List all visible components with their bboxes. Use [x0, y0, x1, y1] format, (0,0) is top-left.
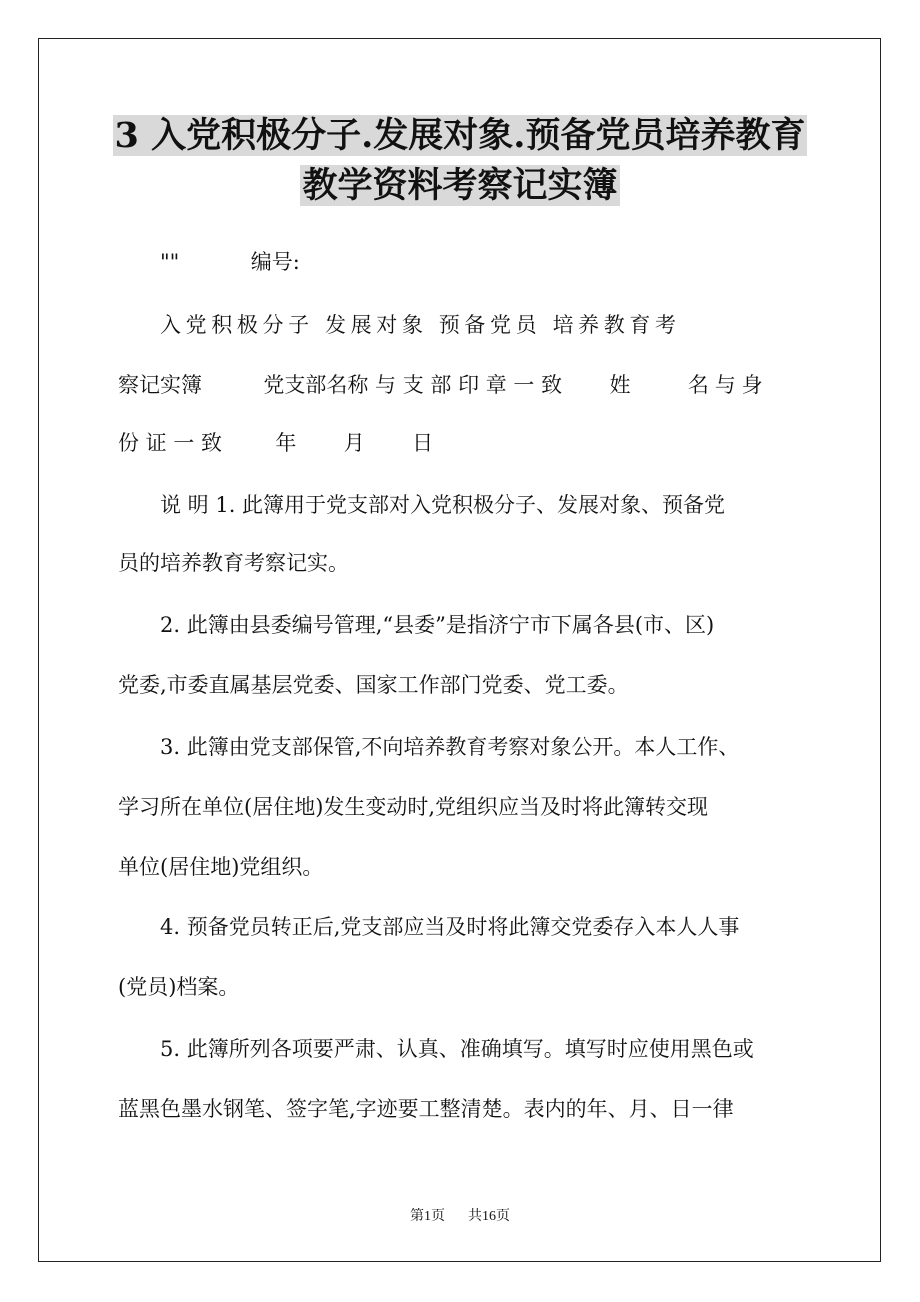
- note-4-line-2: (党员)档案。: [118, 975, 240, 999]
- cover-line-1: 入党积极分子 发展对象 预备党员 培养教育考: [160, 313, 681, 337]
- cover-line-2-b: 党支部名称 与 支 部 印 章 一 致: [263, 373, 563, 397]
- note-5-line-1: 5. 此簿所列各项要严肃、认真、准确填写。填写时应使用黑色或: [160, 1037, 754, 1061]
- title-text-1: 3 入党积极分子.发展对象.预备党员培养教育: [114, 115, 806, 156]
- number-row: [160, 247, 810, 277]
- page-current: 第1页: [410, 1209, 445, 1224]
- cover-line-3-a: 份 证 一 致: [118, 431, 223, 455]
- cover-line-3-c: 月: [343, 431, 365, 455]
- cover-line-3: [118, 428, 808, 458]
- cover-line-2-c: 姓: [609, 373, 631, 397]
- cover-line-2-a: 察记实簿: [118, 373, 202, 397]
- note-4-line-1: 4. 预备党员转正后,党支部应当及时将此簿交党委存入本人人事: [160, 915, 740, 939]
- note-2-line-2: 党委,市委直属基层党委、国家工作部门党委、党工委。: [118, 673, 629, 697]
- number-label: 编号:: [250, 250, 300, 274]
- document-title-line-2: [0, 162, 920, 210]
- cover-line-3-d: 日: [412, 431, 434, 455]
- note-3-line-1: 3. 此簿由党支部保管,不向培养教育考察对象公开。本人工作、: [160, 735, 740, 759]
- note-3-line-2: 学习所在单位(居住地)发生变动时,党组织应当及时将此簿转交现: [118, 795, 709, 819]
- note-3-line-3: 单位(居住地)党组织。: [118, 855, 324, 879]
- title-text-2: 教学资料考察记实簿: [302, 165, 618, 206]
- cover-line-2-d: 名与身: [687, 373, 769, 397]
- note-2-line-1: 2. 此簿由县委编号管理,“县委”是指济宁市下属各县(市、区): [160, 613, 715, 637]
- document-title-line-1: [0, 112, 920, 160]
- cover-line-2: [118, 370, 808, 400]
- quote-marks: "": [160, 250, 180, 274]
- note-1-line-1: 说 明 1. 此簿用于党支部对入党积极分子、发展对象、预备党: [160, 493, 726, 517]
- page-total: 共16页: [468, 1209, 510, 1224]
- note-1-line-2: 员的培养教育考察记实。: [118, 551, 349, 575]
- cover-line-3-b: 年: [275, 431, 297, 455]
- note-5-line-2: 蓝黑色墨水钢笔、签字笔,字迹要工整清楚。表内的年、月、日一律: [118, 1097, 734, 1121]
- page-footer: [0, 1207, 920, 1227]
- page-border: [38, 38, 881, 1262]
